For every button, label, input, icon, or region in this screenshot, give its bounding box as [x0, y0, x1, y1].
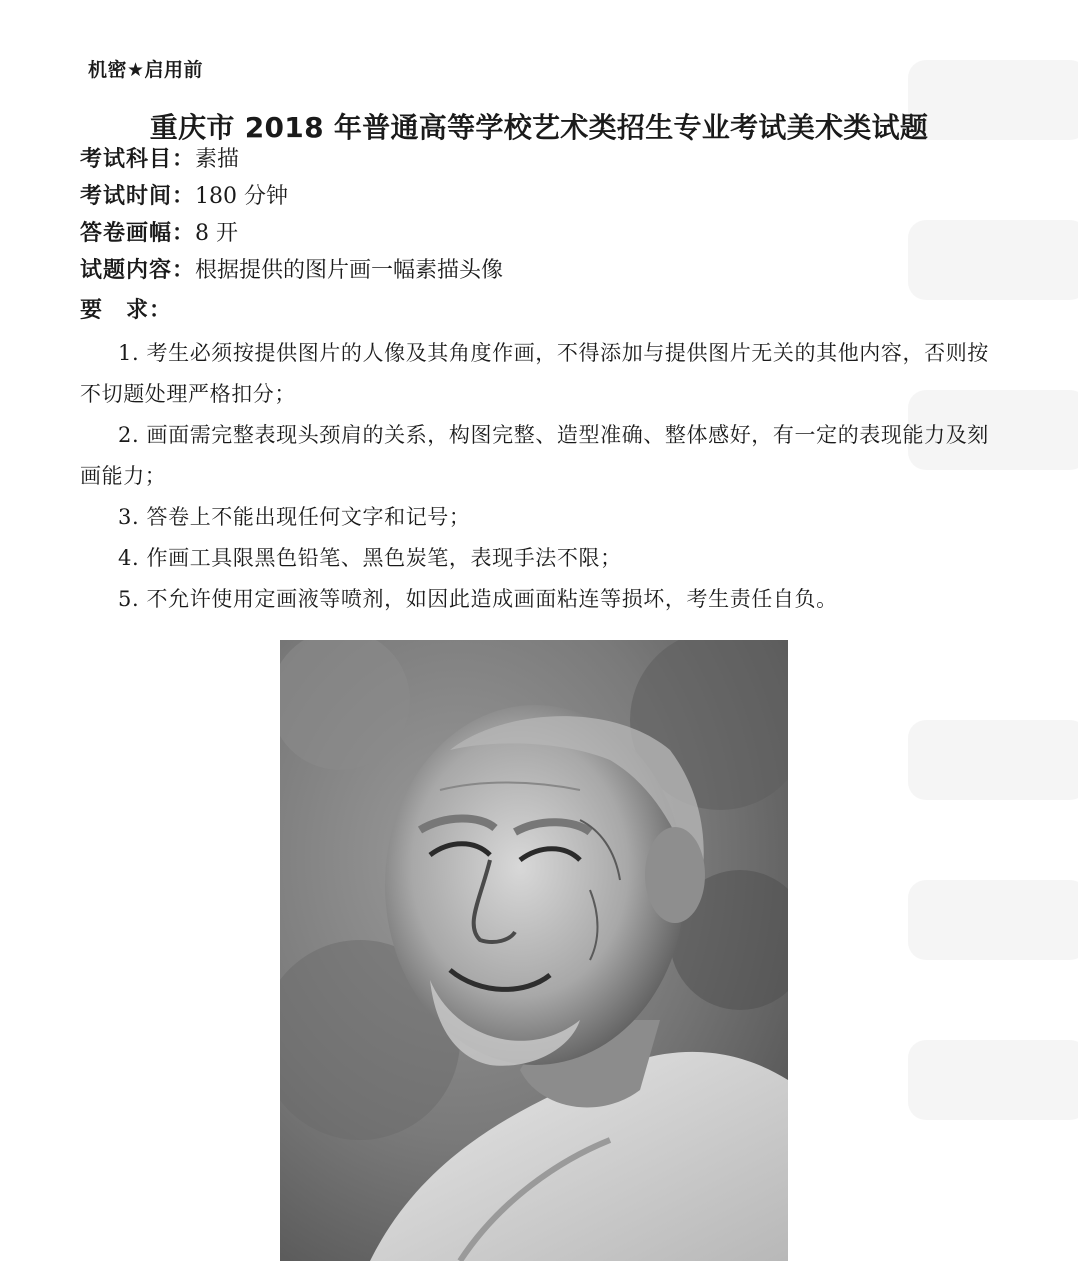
meta-value: 素描 — [195, 147, 240, 172]
meta-key: 考试科目： — [80, 147, 196, 172]
meta-content — [80, 260, 503, 282]
meta-key: 考试时间： — [80, 184, 196, 209]
meta-value: 根据提供的图片画一幅素描头像 — [195, 258, 504, 283]
confidential-label: 机密★启用前 — [88, 59, 204, 81]
requirement-2: 2. 画面需完整表现头颈肩的关系，构图完整、造型准确、整体感好，有一定的表现能力及刻画能力； — [80, 423, 989, 488]
portrait-photo — [280, 640, 788, 1261]
page-title: 重庆市 2018 年普通高等学校艺术类招生专业考试美术类试题 — [149, 111, 929, 144]
watermark — [908, 1040, 1078, 1120]
meta-value: 180 分钟 — [195, 184, 289, 209]
watermark — [908, 220, 1078, 300]
meta-value: 8 开 — [195, 221, 239, 246]
portrait-photo-icon — [280, 640, 788, 1261]
requirement-5: 5. 不允许使用定画液等喷剂，如因此造成画面粘连等损坏，考生责任自负。 — [118, 587, 838, 611]
requirement-3: 3. 答卷上不能出现任何文字和记号； — [118, 505, 471, 529]
requirement-4: 4. 作画工具限黑色铅笔、黑色炭笔，表现手法不限； — [118, 546, 622, 570]
watermark — [908, 720, 1078, 800]
meta-key: 试题内容： — [80, 258, 196, 283]
meta-key: 答卷画幅： — [80, 221, 196, 246]
watermark — [908, 880, 1078, 960]
requirement-1: 1. 考生必须按提供图片的人像及其角度作画，不得添加与提供图片无关的其他内容，否则按不切题处理严格扣分； — [80, 341, 989, 406]
meta-size — [80, 223, 238, 245]
meta-time — [80, 186, 288, 208]
meta-subject — [80, 149, 239, 171]
meta-requirements-heading — [80, 300, 172, 322]
meta-key: 要 求： — [80, 298, 173, 323]
